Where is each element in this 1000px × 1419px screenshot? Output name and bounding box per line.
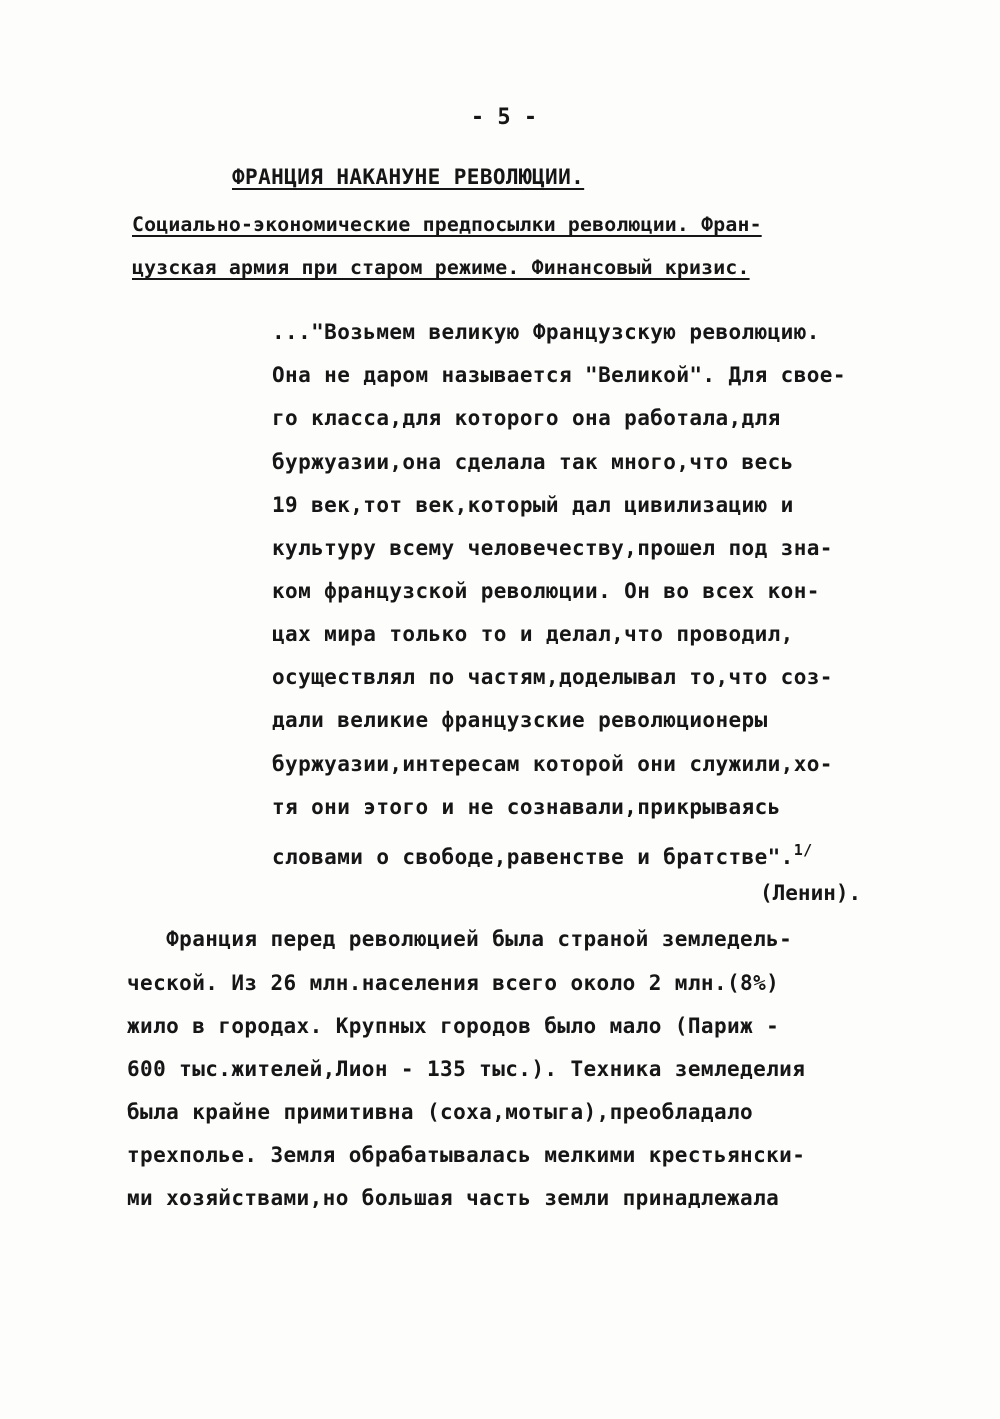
quote-attribution: (Ленин). xyxy=(760,881,862,905)
quote-line: 19 век,тот век,который дал цивилизацию и xyxy=(272,493,794,517)
body-line: 600 тыс.жителей,Лион - 135 тыс.). Техника земледелия xyxy=(127,1057,806,1081)
body-line: была крайне примитивна (соха,мотыга),преобладало xyxy=(127,1100,754,1124)
subtitle-line: Социально-экономические предпосылки революции. Фран- xyxy=(132,213,762,236)
subtitle-line: цузская армия при старом режиме. Финансовый кризис. xyxy=(132,256,750,279)
body-line: трехполье. Земля обрабатывалась мелкими крестьянски- xyxy=(127,1143,806,1167)
body-line: ческой. Из 26 млн.населения всего около 2 млн.(8%) xyxy=(127,971,780,995)
chapter-title: ФРАНЦИЯ НАКАНУНЕ РЕВОЛЮЦИИ. xyxy=(232,165,585,189)
quote-line-last xyxy=(272,836,813,871)
quote-line: дали великие французские революционеры xyxy=(272,708,768,732)
quote-text: словами о свободе,равенстве и братстве". xyxy=(272,845,794,869)
quote-line: культуру всему человечеству,прошел под зна- xyxy=(272,536,833,560)
body-line: жило в городах. Крупных городов было мало (Париж - xyxy=(127,1014,780,1038)
body-line: ми хозяйствами,но большая часть земли принадлежала xyxy=(127,1186,780,1210)
quote-line: го класса,для которого она работала,для xyxy=(272,406,781,430)
footnote-marker: 1/ xyxy=(793,841,813,859)
quote-line: осуществлял по частям,доделывал то,что соз- xyxy=(272,665,833,689)
quote-line: буржуазии,она сделала так много,что весь xyxy=(272,450,794,474)
quote-line: буржуазии,интересам которой они служили,хо- xyxy=(272,752,833,776)
quote-line: Она не даром называется "Великой". Для свое- xyxy=(272,363,846,387)
page-number: - 5 - xyxy=(470,105,538,130)
quote-line: ..."Возьмем великую Французскую революцию. xyxy=(272,320,820,344)
quote-line: ком французской революции. Он во всех кон- xyxy=(272,579,820,603)
body-line: Франция перед революцией была страной земледель- xyxy=(127,927,793,951)
quote-line: тя они этого и не сознавали,прикрываясь xyxy=(272,795,781,819)
quote-line: цах мира только то и делал,что проводил, xyxy=(272,622,794,646)
